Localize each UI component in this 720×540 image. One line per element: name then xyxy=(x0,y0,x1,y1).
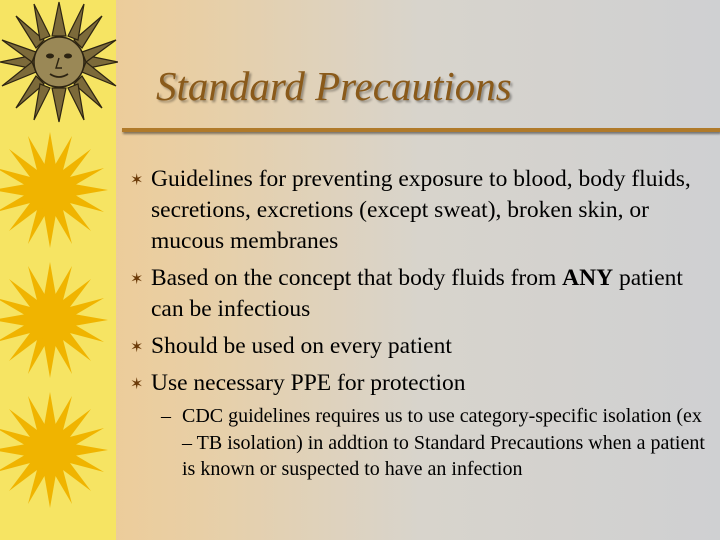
bullet-text: Use necessary PPE for protection xyxy=(151,370,466,396)
bullet-item xyxy=(130,164,705,257)
star-bullet-icon: ✶ xyxy=(130,269,144,288)
bullet-text: patient can be infectious xyxy=(151,265,683,322)
title-divider xyxy=(122,128,720,132)
sub-bullet-item xyxy=(161,403,705,483)
sub-bullet-list xyxy=(161,403,705,483)
star-bullet-icon: ✶ xyxy=(130,337,144,356)
bullet-text: Guidelines for preventing exposure to blood, body fluids, secretions, excretions (except sweat), broken skin, or mucous membranes xyxy=(151,166,691,254)
bullet-list xyxy=(130,164,705,489)
bullet-text: Should be used on every patient xyxy=(151,333,452,359)
bullet-emphasis: ANY xyxy=(562,265,614,291)
slide-title: Standard Precautions xyxy=(156,63,512,109)
face-sun-icon xyxy=(0,0,118,124)
bullet-item xyxy=(130,263,705,325)
sub-bullet-text: CDC guidelines requires us to use category-specific isolation (ex – TB isolation) in addtion to Standard Precautions when a patient is known or suspected to have an infection xyxy=(182,405,705,480)
sun-column-icon xyxy=(0,120,116,540)
star-bullet-icon: ✶ xyxy=(130,170,144,189)
bullet-item xyxy=(130,331,705,362)
sub-bullet-marker: – xyxy=(161,405,171,427)
star-bullet-icon: ✶ xyxy=(130,374,144,393)
bullet-item xyxy=(130,368,705,483)
bullet-text: Based on the concept that body fluids from xyxy=(151,265,563,291)
